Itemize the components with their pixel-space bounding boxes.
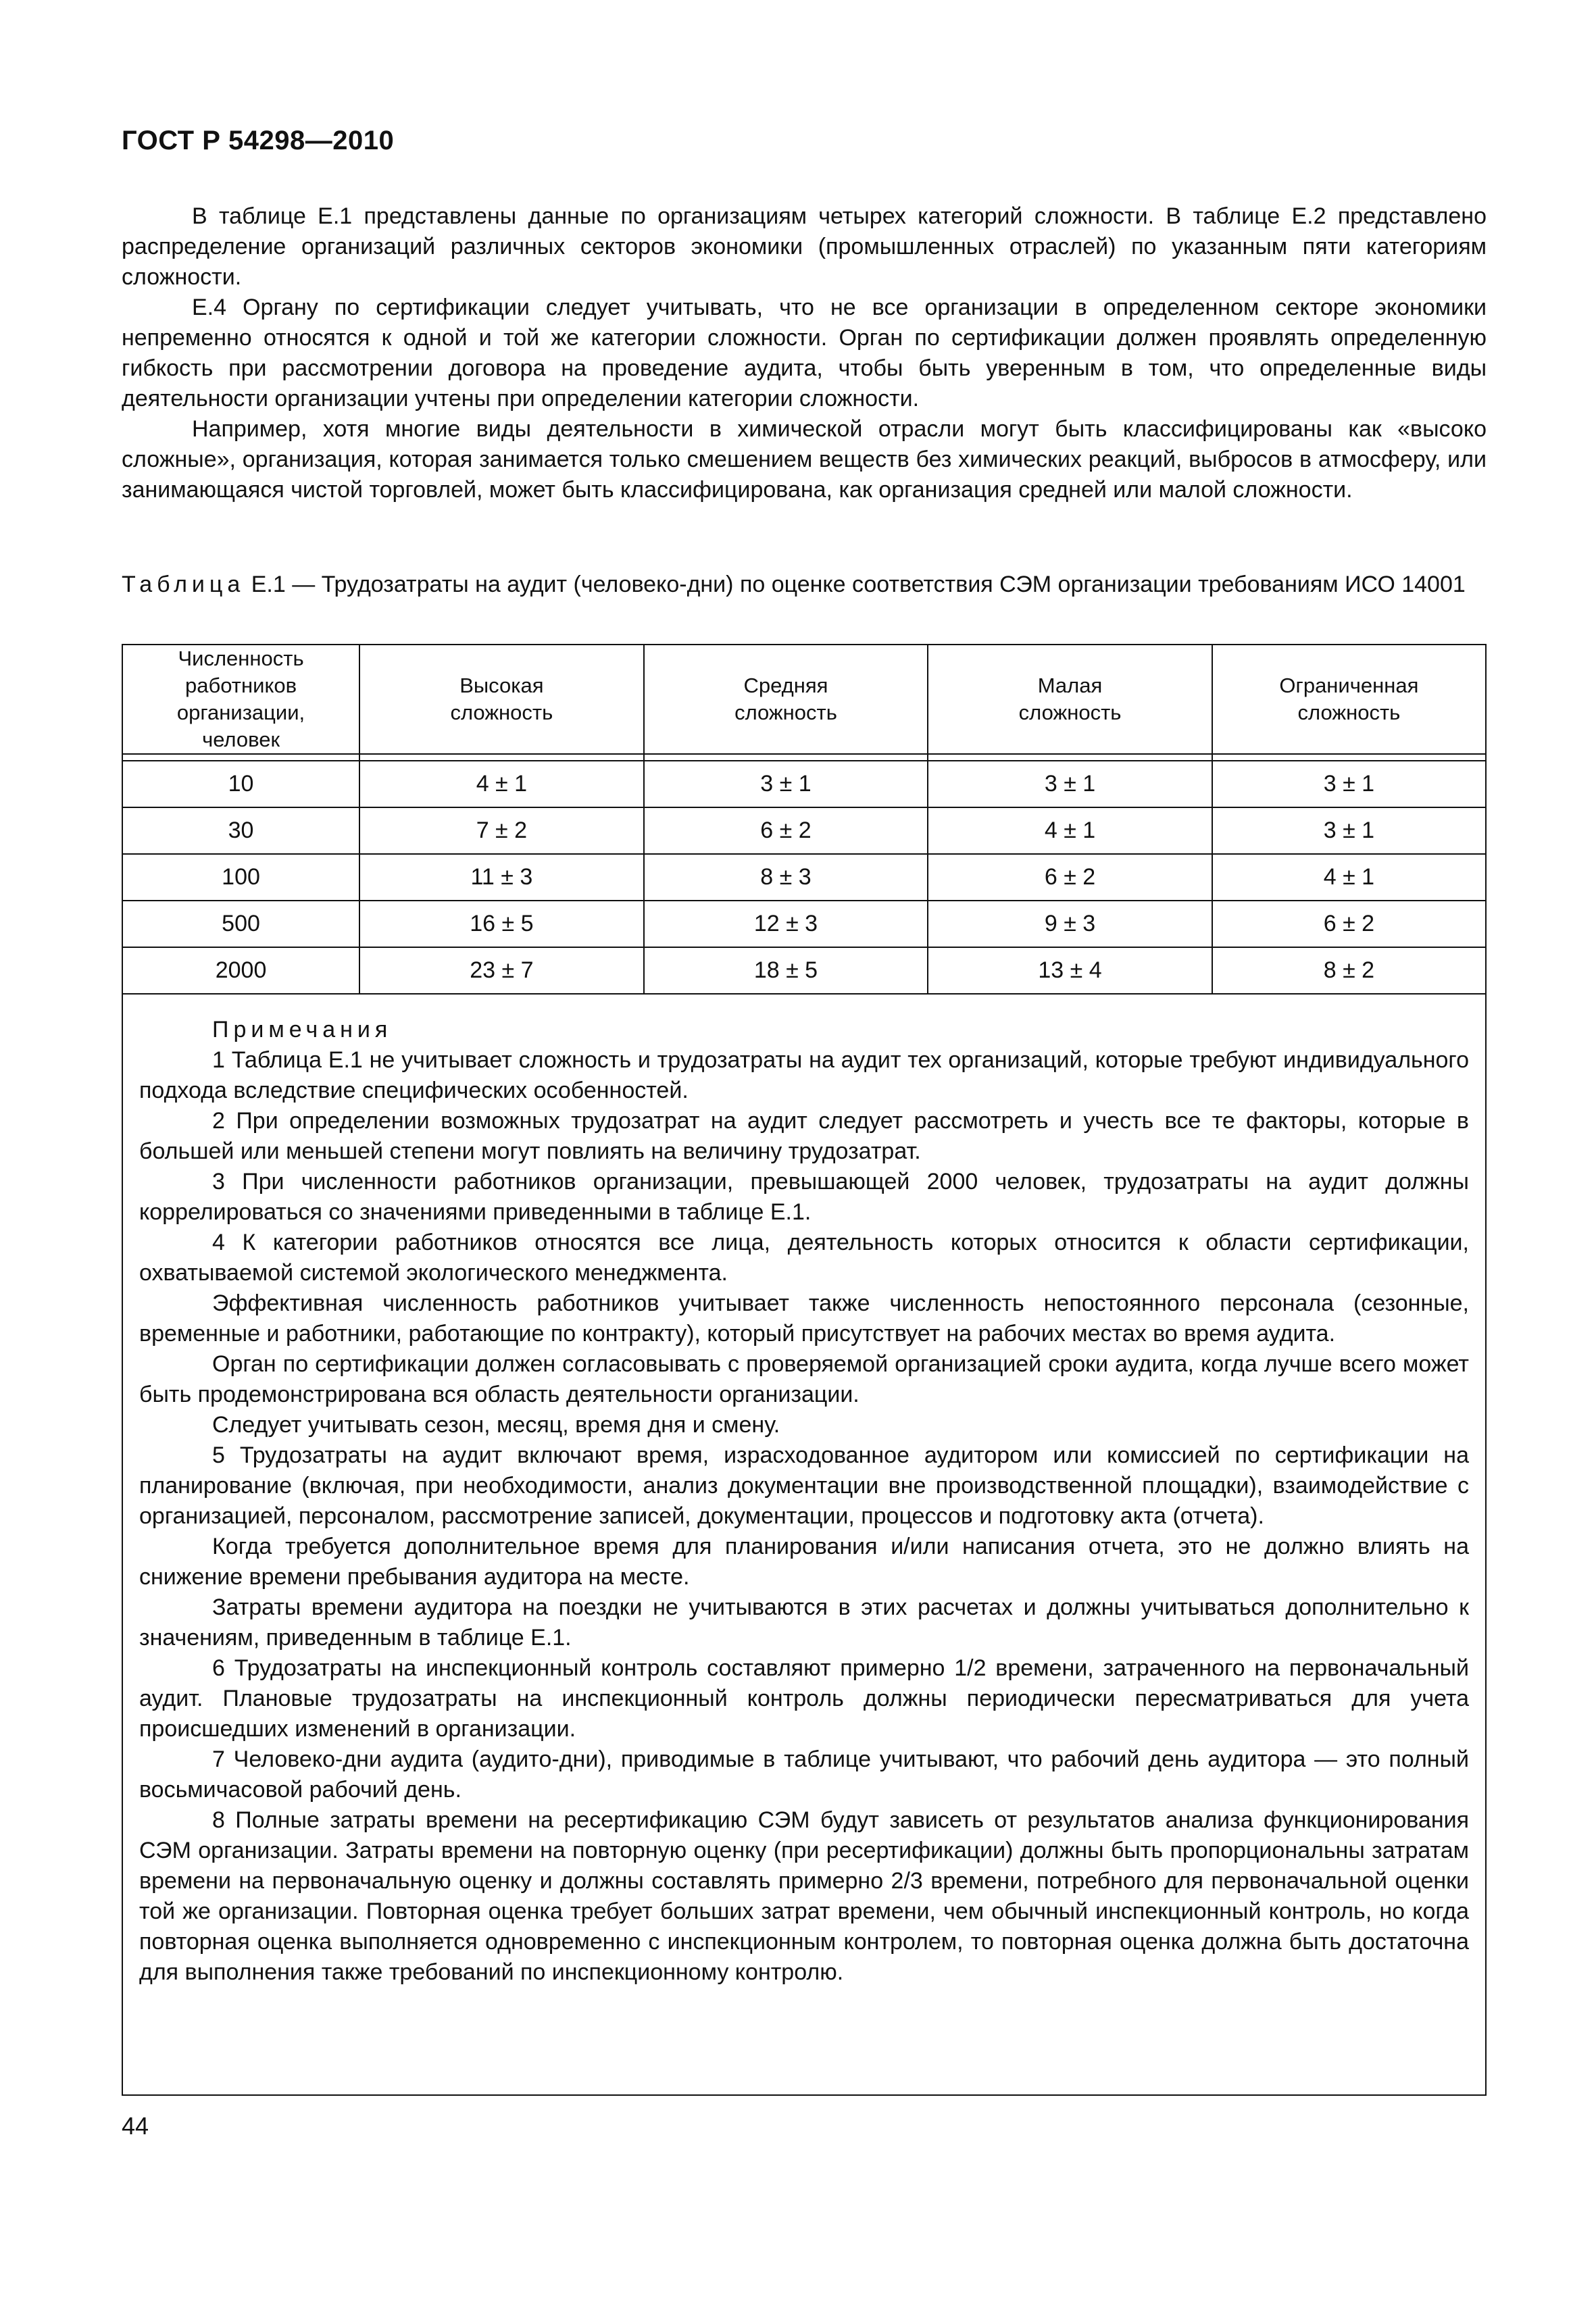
table-cell: 3 ± 1 [928, 761, 1212, 807]
table-row [123, 947, 1485, 994]
table-cell: 11 ± 3 [359, 854, 644, 901]
labor-table [123, 645, 1485, 995]
table-cell: 3 ± 1 [1212, 761, 1485, 807]
spacer-cell [123, 754, 359, 761]
note-item: 8 Полные затраты времени на ресертификацию СЭМ будут зависеть от результатов анализа функционирования СЭМ организации. Затраты времени на повторную оценку (при ресертификации) должны быть пропорциональны затратам времени на первоначальную оценку и должны составлять примерно 2/3 времени, потребного для первоначальной оценки той же организации. Повторная оценка требует больших затрат времени, чем обычный инспекционный контроль, но когда повторная оценка выполняется одновременно с инспекционным контролем, то повторная оценка должна быть достаточна для выполнения также требований по инспекционному контролю. [139, 1807, 1469, 1985]
table-spacer-row [123, 754, 1485, 761]
table-cell: 100 [123, 854, 359, 901]
spacer-cell [644, 754, 928, 761]
table-row [123, 761, 1485, 807]
table-caption [122, 570, 1487, 600]
spacer-cell [928, 754, 1212, 761]
table-row [123, 901, 1485, 947]
table-cell: 10 [123, 761, 359, 807]
table-cell: 4 ± 1 [1212, 854, 1485, 901]
note-item: Эффективная численность работников учитывает также численность непостоянного персонала (сезонные, временные и работники, работающие по контракту), который присутствует на рабочих местах во время аудита. [139, 1290, 1469, 1347]
header-low: Малая сложность [928, 645, 1212, 754]
table-cell: 18 ± 5 [644, 947, 928, 994]
table-cell: 6 ± 2 [644, 807, 928, 854]
note-item: 5 Трудозатраты на аудит включают время, израсходованное аудитором или комиссией по сертификации на планирование (включая, при необходимости, анализ документации вне производственной площадки), взаимодействие с организацией, персоналом, рассмотрение записей, документации, процессов и подготовку акта (отчета). [139, 1442, 1469, 1529]
paragraph: Е.4 Органу по сертификации следует учитывать, что не все организации в определенном секторе экономики непременно относятся к одной и той же категории сложности. Орган по сертификации должен проявлять определенную гибкость при рассмотрении договора на проведение аудита, чтобы быть уверенным в том, что определенные виды деятельности организации учтены при определении категории сложности. [122, 295, 1487, 411]
table-cell: 4 ± 1 [928, 807, 1212, 854]
header-employees: Численность работников организации, человек [123, 645, 359, 754]
header-high: Высокая сложность [359, 645, 644, 754]
page-number: 44 [122, 2112, 149, 2140]
table-cell: 7 ± 2 [359, 807, 644, 854]
table-cell: 23 ± 7 [359, 947, 644, 994]
note-item: 3 При численности работников организации, превышающей 2000 человек, трудозатраты на аудит должны коррелироваться со значениями приведенными в таблице Е.1. [139, 1169, 1469, 1225]
table-row [123, 854, 1485, 901]
table-cell: 12 ± 3 [644, 901, 928, 947]
table-header-row [123, 645, 1485, 754]
table-cell: 4 ± 1 [359, 761, 644, 807]
table-cell: 3 ± 1 [644, 761, 928, 807]
table-cell: 500 [123, 901, 359, 947]
header-limited: Ограниченная сложность [1212, 645, 1485, 754]
header-medium: Средняя сложность [644, 645, 928, 754]
note-item: Затраты времени аудитора на поездки не учитываются в этих расчетах и должны учитываться дополнительно к значениям, приведенным в таблице Е.1. [139, 1594, 1469, 1651]
note-item: 4 К категории работников относятся все лица, деятельность которых относится к области сертификации, охватываемой системой экологического менеджмента. [139, 1230, 1469, 1286]
table-caption-text: Е.1 — Трудозатраты на аудит (человеко-дни) по оценке соответствия СЭМ организации требованиям ИСО 14001 [245, 572, 1466, 597]
table-cell: 6 ± 2 [928, 854, 1212, 901]
table-frame [122, 644, 1487, 2096]
note-item: Орган по сертификации должен согласовывать с проверяемой организацией сроки аудита, когда лучше всего может быть продемонстрирована вся область деятельности организации. [139, 1351, 1469, 1407]
note-item: 6 Трудозатраты на инспекционный контроль составляют примерно 1/2 времени, затраченного на первоначальный аудит. Плановые трудозатраты на инспекционный контроль должны периодически пересматриваться для учета происшедших изменений в организации. [139, 1655, 1469, 1742]
spacer-cell [359, 754, 644, 761]
table-cell: 3 ± 1 [1212, 807, 1485, 854]
note-item: Следует учитывать сезон, месяц, время дня и смену. [212, 1412, 780, 1438]
paragraph: В таблице Е.1 представлены данные по организациям четырех категорий сложности. В таблице Е.2 представлено распределение организаций различных секторов экономики (промышленных отраслей) по указанным пяти категориям сложности. [122, 203, 1487, 290]
note-item: 1 Таблица Е.1 не учитывает сложность и трудозатраты на аудит тех организаций, которые требуют индивидуального подхода вследствие специфических особенностей. [139, 1047, 1469, 1103]
notes-section [123, 995, 1485, 1988]
table-cell: 8 ± 3 [644, 854, 928, 901]
note-item: 7 Человеко-дни аудита (аудито-дни), приводимые в таблице учитывают, что рабочий день аудитора — это полный восьмичасовой рабочий день. [139, 1746, 1469, 1803]
paragraph: Например, хотя многие виды деятельности в химической отрасли могут быть классифицированы как «высоко сложные», организация, которая занимается только смешением веществ без химических реакций, выбросов в атмосферу, или занимающаяся чистой торговлей, может быть классифицирована, как организация средней или малой сложности. [122, 416, 1487, 503]
table-cell: 8 ± 2 [1212, 947, 1485, 994]
notes-title: Примечания [212, 1017, 393, 1042]
table-cell: 9 ± 3 [928, 901, 1212, 947]
table-caption-label: Таблица [122, 572, 245, 597]
table-cell: 6 ± 2 [1212, 901, 1485, 947]
table-cell: 13 ± 4 [928, 947, 1212, 994]
table-cell: 30 [123, 807, 359, 854]
table-row [123, 807, 1485, 854]
note-item: 2 При определении возможных трудозатрат на аудит следует рассмотреть и учесть все те факторы, которые в большей или меньшей степени могут повлиять на величину трудозатрат. [139, 1108, 1469, 1164]
document-header: ГОСТ Р 54298—2010 [122, 126, 395, 155]
note-item: Когда требуется дополнительное время для планирования и/или написания отчета, это не должно влиять на снижение времени пребывания аудитора на месте. [139, 1534, 1469, 1590]
spacer-cell [1212, 754, 1485, 761]
table-cell: 2000 [123, 947, 359, 994]
table-cell: 16 ± 5 [359, 901, 644, 947]
body-text [122, 201, 1487, 505]
